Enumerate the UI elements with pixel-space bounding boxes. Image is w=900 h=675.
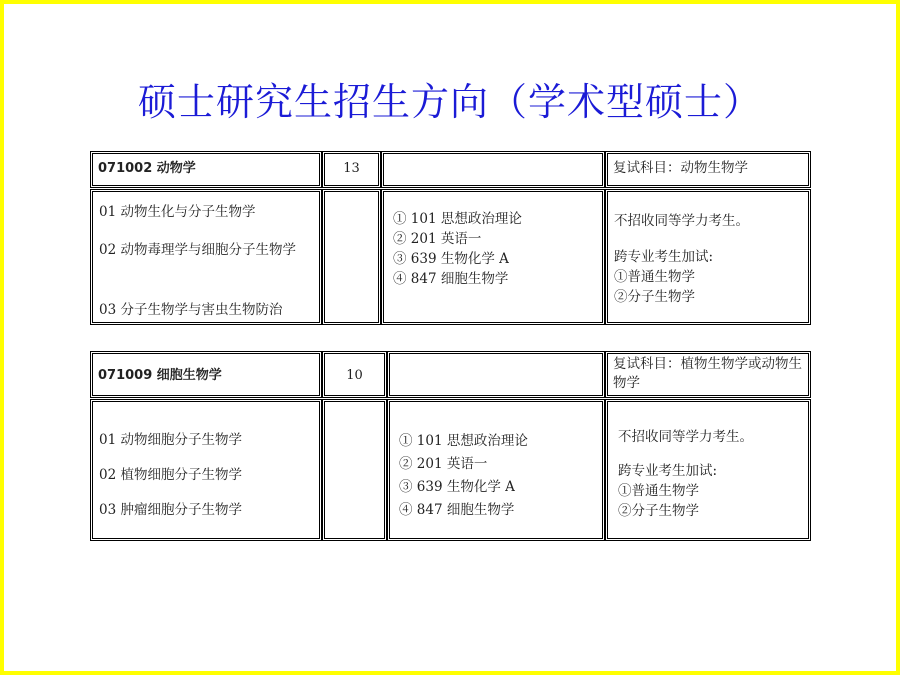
cross-major-item: ①普通生物学 xyxy=(618,483,699,499)
program-2-exams-cell xyxy=(387,399,605,541)
program-1-empty-cell xyxy=(381,151,605,188)
program-2-quota-cell xyxy=(322,351,387,398)
exam-subject: ③ 639 生物化学 A xyxy=(399,479,515,495)
direction-item: 02 动物毒理学与细胞分子生物学 xyxy=(99,242,296,258)
program-1-quota-cell xyxy=(322,151,381,188)
program-1-code-cell xyxy=(90,151,322,188)
exam-subject: ④ 847 细胞生物学 xyxy=(393,271,509,287)
no-equivalent-note: 不招收同等学力考生。 xyxy=(618,429,753,445)
direction-item: 03 肿瘤细胞分子生物学 xyxy=(99,502,242,518)
direction-item: 02 植物细胞分子生物学 xyxy=(99,467,242,483)
program-code-name: 071009 细胞生物学 xyxy=(98,368,222,383)
direction-item: 03 分子生物学与害虫生物防治 xyxy=(99,302,283,318)
program-quota: 13 xyxy=(343,161,360,176)
cross-major-title: 跨专业考生加试: xyxy=(618,463,718,479)
program-code-name: 071002 动物学 xyxy=(98,161,196,176)
exam-subject: ③ 639 生物化学 A xyxy=(393,251,509,267)
program-2-directions-cell xyxy=(90,399,322,541)
retest-subjects: 复试科目：动物生物学 xyxy=(613,160,748,176)
exam-subject: ④ 847 细胞生物学 xyxy=(399,502,515,518)
direction-item: 01 动物生化与分子生物学 xyxy=(99,204,256,220)
cross-major-item: ①普通生物学 xyxy=(614,269,695,285)
program-1-exams-cell xyxy=(381,189,605,325)
exam-subject: ① 101 思想政治理论 xyxy=(399,433,528,449)
slide-title: 硕士研究生招生方向（学术型硕士） xyxy=(137,80,762,124)
direction-item: 01 动物细胞分子生物学 xyxy=(99,432,242,448)
program-2-empty-cell xyxy=(387,351,605,398)
cross-major-title: 跨专业考生加试: xyxy=(614,249,714,265)
retest-subjects: 复试科目：植物生物学或动物生物学 xyxy=(613,356,802,391)
program-quota: 10 xyxy=(346,368,363,383)
program-1-retest-cell xyxy=(605,151,811,188)
program-1-notes-cell xyxy=(605,189,811,325)
cross-major-item: ②分子生物学 xyxy=(618,503,699,519)
no-equivalent-note: 不招收同等学力考生。 xyxy=(614,213,749,229)
program-2-notes-cell xyxy=(605,399,811,541)
program-2-retest-cell xyxy=(605,351,811,398)
exam-subject: ② 201 英语一 xyxy=(399,456,488,472)
slide xyxy=(4,4,896,671)
cross-major-item: ②分子生物学 xyxy=(614,289,695,305)
exam-subject: ① 101 思想政治理论 xyxy=(393,211,522,227)
exam-subject: ② 201 英语一 xyxy=(393,231,482,247)
program-1-directions-cell xyxy=(90,189,322,325)
program-2-code-cell xyxy=(90,351,322,398)
program-1-blank-cell xyxy=(322,189,381,325)
program-2-blank-cell xyxy=(322,399,387,541)
